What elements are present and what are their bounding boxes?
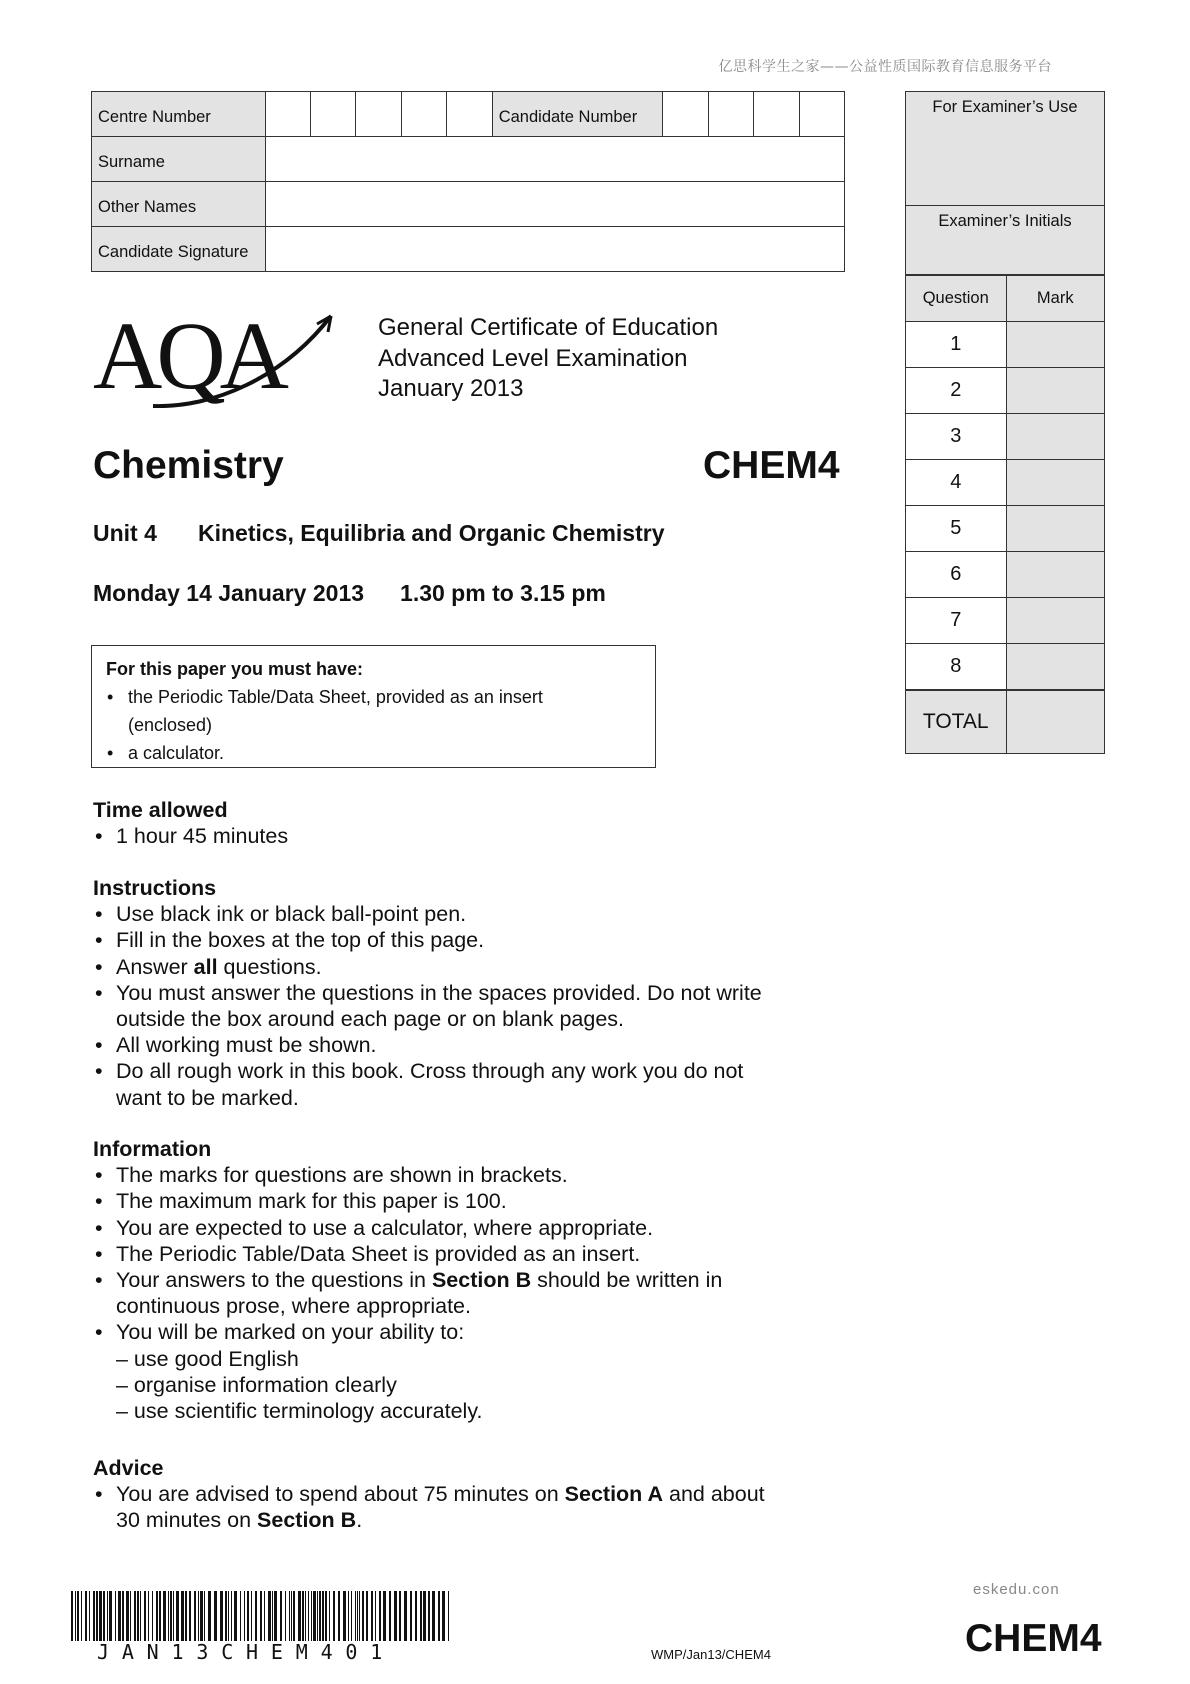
mark-header: Mark <box>1006 276 1104 322</box>
signature-field[interactable] <box>265 227 844 272</box>
watermark-bottom: eskedu.con <box>973 1581 1060 1598</box>
candidate-number-box[interactable] <box>754 92 799 137</box>
mark-cell[interactable] <box>1006 598 1104 644</box>
advice-section <box>93 1455 765 1534</box>
question-number: 8 <box>906 644 1006 690</box>
mark-cell[interactable] <box>1006 414 1104 460</box>
question-number: 1 <box>906 322 1006 368</box>
examiner-use-label: For Examiner’s Use <box>906 92 1104 206</box>
question-number: 6 <box>906 552 1006 598</box>
question-number: 7 <box>906 598 1006 644</box>
list-item: • You must answer the questions in the spaces provided. Do not write outside the box around each page or on blank pages. <box>93 980 762 1032</box>
centre-number-box[interactable] <box>265 92 310 137</box>
unit-line <box>93 520 665 547</box>
unit-title: Kinetics, Equilibria and Organic Chemistry <box>198 520 665 546</box>
paper-code: CHEM4 <box>703 444 840 487</box>
signature-label: Candidate Signature <box>92 227 266 272</box>
total-mark-cell[interactable] <box>1006 690 1104 753</box>
section-heading: Time allowed <box>93 798 228 822</box>
list-item: • Fill in the boxes at the top of this page. <box>93 927 762 953</box>
list-item: • the Periodic Table/Data Sheet, provided as an insert (enclosed) <box>106 683 641 739</box>
list-item: • All working must be shown. <box>93 1032 762 1058</box>
list-item: • You will be marked on your ability to: <box>93 1319 722 1345</box>
list-item: • Do all rough work in this book. Cross through any work you do not want to be marked. <box>93 1058 762 1110</box>
section-heading: Instructions <box>93 876 217 900</box>
candidate-number-box[interactable] <box>708 92 753 137</box>
certificate-line: General Certificate of Education <box>378 314 719 341</box>
exam-date: Monday 14 January 2013 <box>93 580 365 606</box>
list-item: • The maximum mark for this paper is 100. <box>93 1188 722 1214</box>
aqa-logo <box>93 308 343 408</box>
svg-text:AQA: AQA <box>93 308 283 408</box>
surname-label: Surname <box>92 137 266 182</box>
certificate-line: January 2013 <box>378 375 524 402</box>
centre-number-box[interactable] <box>401 92 446 137</box>
paper-code-bottom: CHEM4 <box>965 1617 1102 1660</box>
exam-time: 1.30 pm to 3.15 pm <box>400 580 606 606</box>
must-have-heading: For this paper you must have: <box>106 659 364 679</box>
mark-cell[interactable] <box>1006 552 1104 598</box>
question-number: 5 <box>906 506 1006 552</box>
total-label: TOTAL <box>906 690 1006 753</box>
section-heading: Advice <box>93 1456 164 1480</box>
mark-cell[interactable] <box>1006 368 1104 414</box>
list-item: • The Periodic Table/Data Sheet is provided as an insert. <box>93 1241 722 1267</box>
list-item: • You are expected to use a calculator, where appropriate. <box>93 1215 722 1241</box>
list-item: • The marks for questions are shown in brackets. <box>93 1162 722 1188</box>
centre-number-box[interactable] <box>356 92 401 137</box>
mark-cell[interactable] <box>1006 644 1104 690</box>
certificate-line: Advanced Level Examination <box>378 344 688 372</box>
mark-grid <box>906 275 1104 753</box>
exam-date-line <box>93 580 606 607</box>
section-heading: Information <box>93 1137 212 1161</box>
centre-number-label: Centre Number <box>92 92 266 137</box>
list-item: • Use black ink or black ball-point pen. <box>93 901 762 927</box>
instructions-section <box>93 875 762 1111</box>
candidate-details-table <box>91 91 845 272</box>
information-section <box>93 1136 722 1424</box>
list-item: – use scientific terminology accurately. <box>116 1399 483 1424</box>
list-item: – use good English <box>116 1346 299 1371</box>
subject-title: Chemistry <box>93 444 284 487</box>
examiner-initials-label: Examiner’s Initials <box>906 206 1104 275</box>
mark-cell[interactable] <box>1006 460 1104 506</box>
other-names-label: Other Names <box>92 182 266 227</box>
list-item: • Your answers to the questions in Section B should be written in continuous prose, where appropriate. <box>93 1267 722 1319</box>
candidate-number-box[interactable] <box>799 92 844 137</box>
other-names-field[interactable] <box>265 182 844 227</box>
surname-field[interactable] <box>265 137 844 182</box>
unit-number: Unit 4 <box>93 520 157 546</box>
mark-cell[interactable] <box>1006 322 1104 368</box>
centre-number-box[interactable] <box>447 92 492 137</box>
barcode <box>71 1591 453 1647</box>
watermark-top: 亿思科学生之家——公益性质国际教育信息服务平台 <box>718 59 1052 75</box>
list-item: – organise information clearly <box>116 1372 397 1397</box>
question-number: 2 <box>906 368 1006 414</box>
centre-number-box[interactable] <box>311 92 356 137</box>
mark-cell[interactable] <box>1006 506 1104 552</box>
candidate-number-label: Candidate Number <box>492 92 663 137</box>
list-item: • 1 hour 45 minutes <box>93 823 288 849</box>
candidate-number-box[interactable] <box>663 92 708 137</box>
list-item: • You are advised to spend about 75 minutes on Section A and about 30 minutes on Section B. <box>93 1481 765 1533</box>
question-header: Question <box>906 276 1006 322</box>
list-item: • a calculator. <box>106 739 641 767</box>
barcode-text: JAN13CHEM401 <box>97 1640 396 1664</box>
question-number: 3 <box>906 414 1006 460</box>
examiner-box <box>905 91 1105 754</box>
question-number: 4 <box>906 460 1006 506</box>
list-item: • Answer all questions. <box>93 954 762 980</box>
paper-reference: WMP/Jan13/CHEM4 <box>651 1647 771 1662</box>
must-have-box <box>91 645 656 768</box>
time-allowed-section <box>93 797 288 849</box>
certificate-block <box>378 313 718 405</box>
